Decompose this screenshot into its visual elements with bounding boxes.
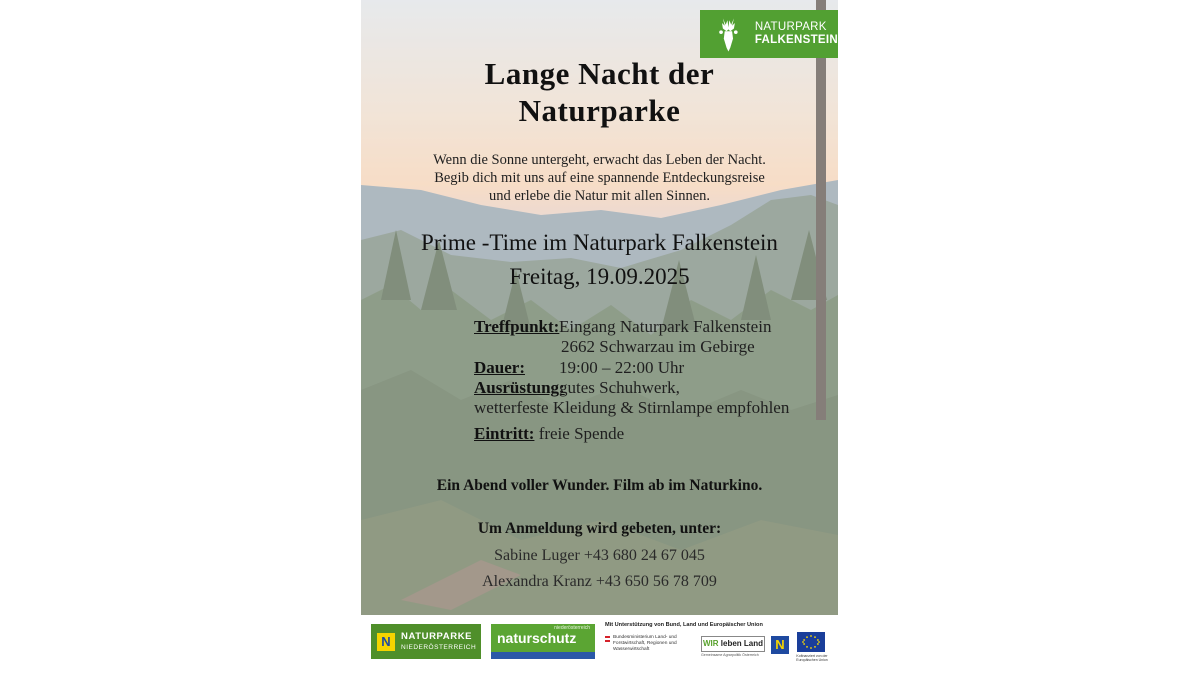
intro-line1: Wenn die Sonne untergeht, erwacht das Leben der Nacht.	[433, 152, 766, 168]
intro-line2: Begib dich mit uns auf eine spannende Entdeckungsreise	[434, 170, 765, 186]
wir-text: WIR	[702, 639, 719, 648]
meeting-line1: Eingang Naturpark Falkenstein	[559, 317, 772, 336]
naturpark-falkenstein-logo	[700, 10, 838, 58]
meeting-line2: 2662 Schwarzau im Gebirge	[561, 337, 755, 357]
np-line1: NATURPARKE	[401, 630, 473, 642]
funding-logos	[605, 622, 831, 670]
np-line2: NIEDERÖSTERREICH	[401, 643, 477, 651]
logo-line1: NATURPARK	[754, 21, 827, 33]
leben-land-text: leben Land	[718, 639, 763, 648]
wir-subtext: Gemeinsame Agrarpolitik Österreich	[701, 653, 759, 657]
event-poster	[361, 0, 838, 615]
title-line1: Lange Nacht der	[484, 56, 715, 91]
event-name: Prime -Time im Naturpark Falkenstein	[421, 230, 778, 255]
contact-alexandra: Alexandra Kranz +43 650 56 78 709	[482, 573, 717, 590]
entry-label: Eintritt:	[474, 424, 535, 443]
naturparke-noe-logo	[371, 624, 481, 659]
event-details	[474, 317, 804, 418]
logo-line2: FALKENSTEIN	[754, 34, 838, 46]
logo-text	[755, 21, 838, 47]
noe-n-icon: N	[377, 633, 395, 651]
sponsor-footer	[361, 615, 838, 675]
title-line2: Naturparke	[518, 93, 681, 128]
event-subtitle	[361, 226, 838, 294]
entry-fee	[474, 423, 624, 445]
event-date: Freitag, 19.09.2025	[509, 264, 690, 289]
meeting-label: Treffpunkt:	[474, 317, 560, 336]
highlight-text: Ein Abend voller Wunder. Film ab im Naturkino.	[436, 477, 763, 494]
intro-line3: und erlebe die Natur mit allen Sinnen.	[488, 188, 711, 204]
equipment-line2: wetterfeste Kleidung & Stirnlampe empfohlen	[474, 398, 790, 418]
eu-cofunded-text: Kofinanziert von der Europäischen Union	[796, 654, 828, 663]
duration-value: 19:00 – 22:00 Uhr	[559, 357, 685, 377]
equipment-line1: gutes Schuhwerk,	[559, 377, 680, 397]
ns-big: naturschutz	[497, 630, 577, 646]
noe-logo-icon: N	[771, 636, 789, 654]
page-title	[361, 55, 838, 129]
contact-sabine: Sabine Luger +43 680 24 67 045	[494, 547, 705, 564]
naturschutz-logo	[491, 624, 595, 659]
equipment-label: Ausrüstung:	[474, 377, 565, 397]
ns-stripe	[491, 652, 595, 659]
intro-text	[361, 151, 838, 205]
ministry-text: Bundesministerium Land- und Forstwirtschaft, Regionen und Wasserwirtschaft	[613, 635, 677, 652]
registration-heading: Um Anmeldung wird gebeten, unter:	[477, 520, 722, 537]
duration-label: Dauer:	[474, 357, 525, 377]
entry-value: freie Spende	[538, 424, 625, 443]
wir-leben-land-logo	[701, 636, 765, 652]
ns-small: niederösterreich	[554, 625, 590, 631]
deer-icon	[710, 13, 747, 55]
support-heading: Mit Unterstützung von Bund, Land und Europäischer Union	[605, 622, 763, 628]
eu-flag-icon	[797, 632, 825, 652]
